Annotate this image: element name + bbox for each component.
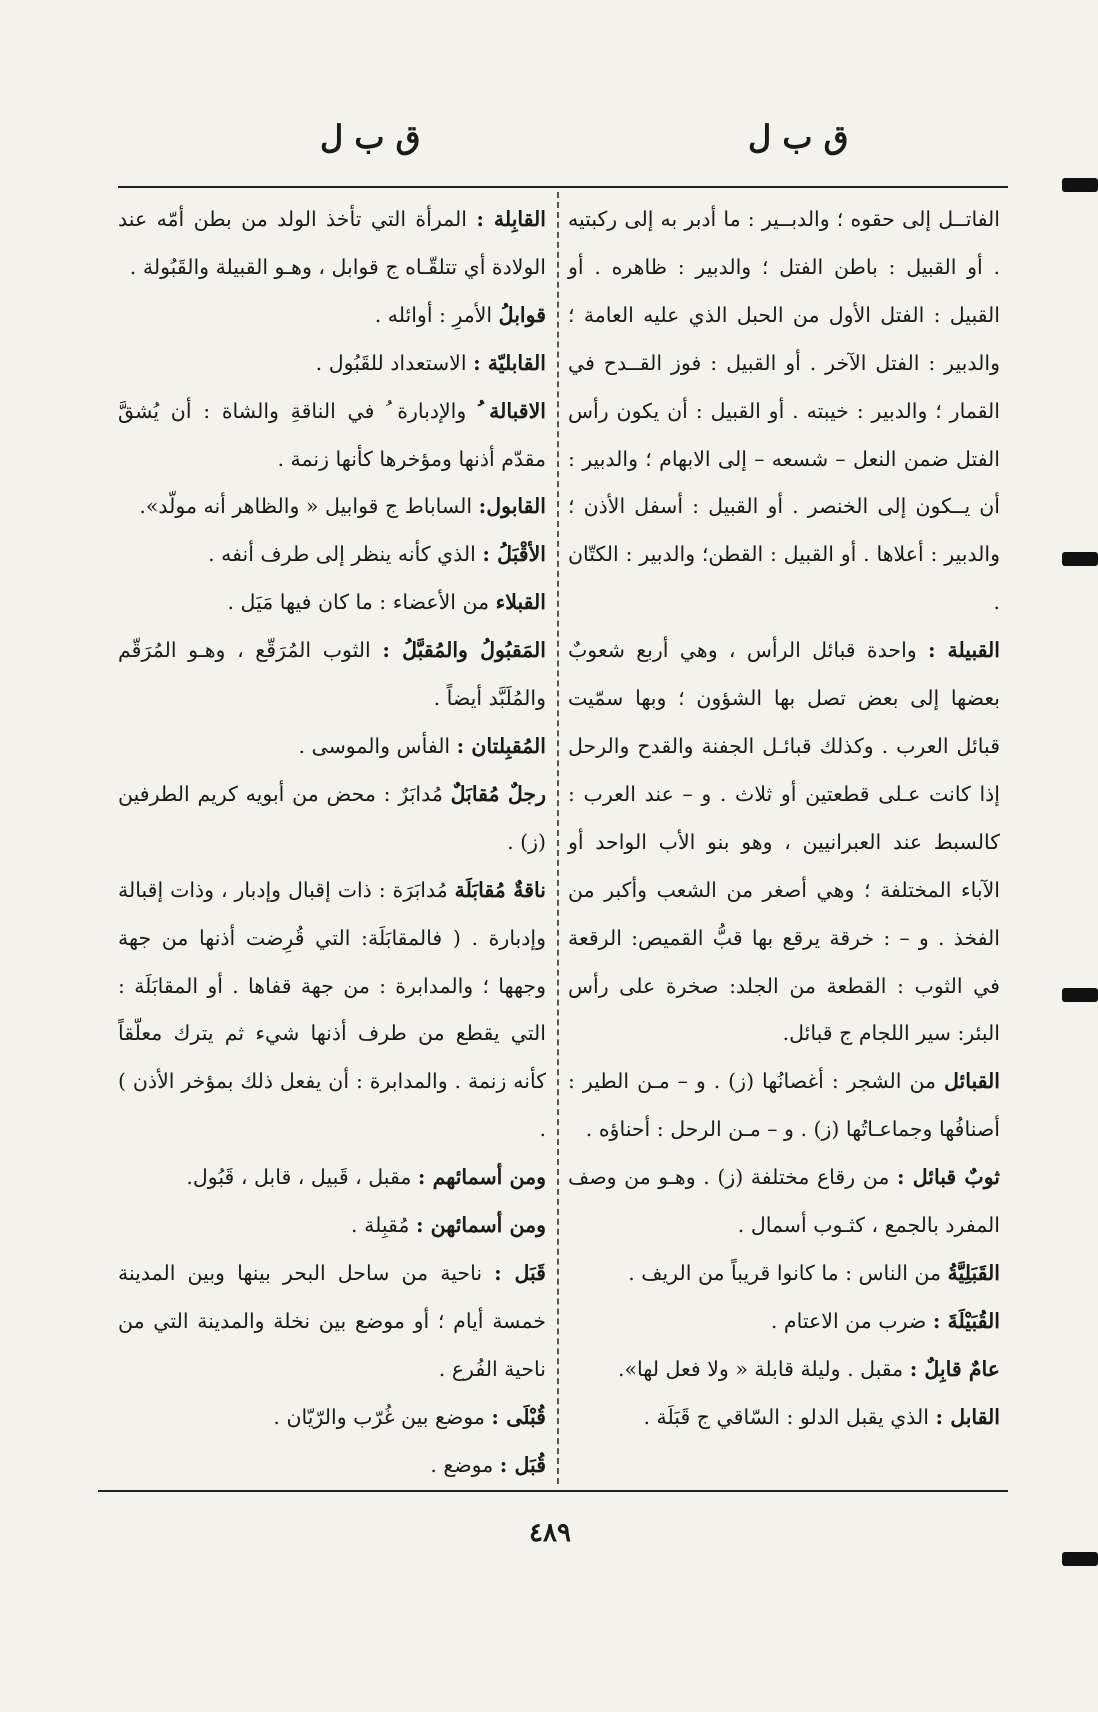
dictionary-entry xyxy=(118,1442,546,1490)
dictionary-entry xyxy=(118,1394,546,1442)
bottom-rule xyxy=(98,1490,1008,1492)
entry-headword: القابِلة : xyxy=(476,207,546,231)
entry-definition: من الناس : ما كانوا قريباً من الريف . xyxy=(628,1260,941,1285)
column-divider xyxy=(557,192,559,1484)
entry-definition: الأمرِ : أوائله . xyxy=(374,302,493,327)
entry-headword: القبلاء xyxy=(495,590,546,615)
entry-definition: من الأعضاء : ما كان فيها مَيَل . xyxy=(227,590,490,615)
entry-definition: مقبل ، قَبيل ، قابل ، قَبُول. xyxy=(186,1165,412,1190)
dictionary-entry xyxy=(568,196,1000,627)
scan-edge-mark xyxy=(1062,1552,1098,1566)
entry-headword: رجلٌ مُقابَلٌ xyxy=(450,781,547,806)
dictionary-entry xyxy=(118,292,546,340)
scan-edge-mark xyxy=(1062,552,1098,566)
left-column xyxy=(118,196,546,1489)
entry-headword: قُبْلَى : xyxy=(491,1404,546,1429)
dictionary-entry xyxy=(118,771,546,867)
entry-headword: الأقْبَلُ : xyxy=(482,542,546,567)
page-number: ٤٨٩ xyxy=(529,1518,571,1548)
entry-definition: موضع . xyxy=(430,1452,494,1477)
entry-definition: من الشجر : أغصانُها (ز) . و – مـن الطير : أصنافُها وجماعـاتُها (ز) . و – مـن الرحل : أحناؤه . xyxy=(568,1069,1000,1142)
dictionary-entry xyxy=(568,1154,1000,1250)
entry-definition: المرأة التي تأخذ الولد من بطن أمّه عند الولادة أي تتلقّـاه ج قوابل ، وهـو القبيلة والقَبُولة . xyxy=(118,207,546,279)
entry-headword: ثوبٌ قبائل : xyxy=(896,1165,1000,1190)
entry-definition: مُدابَرَة : ذات إقبال وإدبار ، وذات إقبالة وإدبارة . ( فالمقابَلَة: التي قُرِضت أذنها من جهة وجهها ؛ والمدابرة : من جهة قفاها . أو المقابَلَة : التي يقطع من طرف أذنها شيء ثم يترك معلّقاً كأنه زنمة . والمدابرة : أن يفعل ذلك بمؤخر الأذن ) . xyxy=(118,877,546,1142)
dictionary-entry xyxy=(118,531,546,579)
dictionary-entry xyxy=(118,388,546,484)
entry-definition: الساباط ج قوابيل « والظاهر أنه مولّد». xyxy=(139,494,473,519)
entry-headword: القابول: xyxy=(478,494,546,519)
entry-definition: ضرب من الاعتام . xyxy=(770,1308,927,1333)
dictionary-entry xyxy=(118,340,546,388)
entry-headword: القَبَلِيَّةُ xyxy=(947,1260,1000,1285)
entry-headword: المَقبُولُ والمُقبَّلُ : xyxy=(382,638,546,663)
entry-headword: عامٌ قابِلٌ : xyxy=(909,1356,1000,1381)
dictionary-entry xyxy=(118,1250,546,1394)
dictionary-entry xyxy=(568,1346,1000,1394)
entry-definition: مُدابَرٌ : محض من أبويه كريم الطرفين (ز) . xyxy=(118,781,546,854)
entry-definition: مُقبِلة . xyxy=(351,1213,410,1238)
entry-definition: الفاتــل إلى حقوه ؛ والدبــير : ما أدبر به إلى ركبتيه . أو القبيل : باطن الفتل ؛ والدبير : ظاهره . أو القبيل : الفتل الأول من الحبل الذي عليه العامة ؛ والدبير : الفتل الآخر . أو القبيل : فوز القــدح في القمار ؛ والدبير : خيبته . أو القبيل : أن يكون رأس الفتل ضمن النعل – شسعه – إلى الابهام ؛ والدبير : أن يــكون إلى الخنصر . أو القبيل : أسفل الأذن ؛ والدبير : أعلاها . أو القبيل : القطن؛ والدبير : الكتّان . xyxy=(568,207,1000,615)
right-column xyxy=(568,196,1000,1442)
entry-definition: ناحية من ساحل البحر بينها وبين المدينة خمسة أيام ؛ أو موضع بين نخلة والمدينة التي من ناحية الفُرع . xyxy=(118,1260,546,1381)
entry-headword: قُبَل : xyxy=(499,1452,546,1477)
running-header-right: ق ب ل xyxy=(748,118,849,156)
running-header-left: ق ب ل xyxy=(320,118,421,156)
top-rule xyxy=(118,186,1008,188)
entry-headword: قوابلُ xyxy=(498,302,546,327)
scan-edge-mark xyxy=(1062,988,1098,1002)
entry-definition: والإدبارة ُ في الناقةِ والشاة : أن يُشقَّ مقدّم أذنها ومؤخرها كأنها زنمة . xyxy=(118,398,546,471)
entry-headword: القابليّة : xyxy=(473,350,546,375)
entry-headword: الاقبالة ُ xyxy=(477,398,546,423)
dictionary-entry xyxy=(118,867,546,1154)
scan-edge-mark xyxy=(1062,178,1098,192)
dictionary-entry xyxy=(118,723,546,771)
entry-definition: من رقاع مختلفة (ز) . وهـو من وصف المفرد بالجمع ، كثـوب أسمال . xyxy=(568,1165,1000,1238)
entry-headword: ومن أسمائهم : xyxy=(417,1165,546,1190)
dictionary-entry xyxy=(568,1298,1000,1346)
entry-headword: القبيلة : xyxy=(928,638,1000,663)
entry-headword: القبائل xyxy=(944,1069,1000,1094)
entry-headword: المُقبِلتان : xyxy=(456,733,546,758)
entry-headword: القُبَيْلَةَ : xyxy=(932,1308,1000,1333)
dictionary-entry xyxy=(568,1394,1000,1442)
dictionary-entry xyxy=(118,196,546,292)
dictionary-entry xyxy=(118,579,546,627)
entry-headword: ناقةٌ مُقابَلَة xyxy=(454,877,546,902)
dictionary-entry xyxy=(118,483,546,531)
entry-definition: واحدة قبائل الرأس ، وهي أربع شعوبٌ بعضها إلى بعض تصل بها الشؤون ؛ وبها سمّيت قبائل العرب . وكذلك قبائـل الجفنة والقدح والرحل إذا كانت عـلى قطعتين أو ثلاث . و – عند العرب : كالسبط عند العبرانيين ، وهو بنو الأب الواحد أو الآباء المختلفة ؛ وهي أصغر من الشعب وأكبر من الفخذ . و – : خرقة يرقع بها قبُّ القميص: الرقعة في الثوب : القطعة من الجلد: صخرة على رأس البئر: سير اللجام ج قبائل. xyxy=(568,638,1000,1046)
entry-definition: مقبل . وليلة قابلة « ولا فعل لها». xyxy=(617,1356,904,1381)
entry-definition: موضع بين غُرّب والرّيّان . xyxy=(273,1404,485,1429)
entry-headword: قَبَل : xyxy=(494,1260,546,1285)
dictionary-entry xyxy=(568,1058,1000,1154)
dictionary-entry xyxy=(568,1250,1000,1298)
dictionary-entry xyxy=(118,1202,546,1250)
dictionary-entry xyxy=(568,627,1000,1058)
entry-headword: القابل : xyxy=(935,1404,1000,1429)
entry-definition: الذي يقبل الدلو : السّاقي ج قَبَلَة . xyxy=(643,1404,929,1429)
entry-definition: الذي كأنه ينظر إلى طرف أنفه . xyxy=(208,542,476,567)
entry-headword: ومن أسمائهن : xyxy=(415,1213,546,1238)
entry-definition: الاستعداد للقَبُول . xyxy=(315,350,467,375)
dictionary-entry xyxy=(118,627,546,723)
entry-definition: الثوب المُرَقّع ، وهـو المُرَقّم والمُلَبَّد أيضاً . xyxy=(118,638,546,711)
entry-definition: الفأس والموسى . xyxy=(298,733,451,758)
dictionary-entry xyxy=(118,1154,546,1202)
